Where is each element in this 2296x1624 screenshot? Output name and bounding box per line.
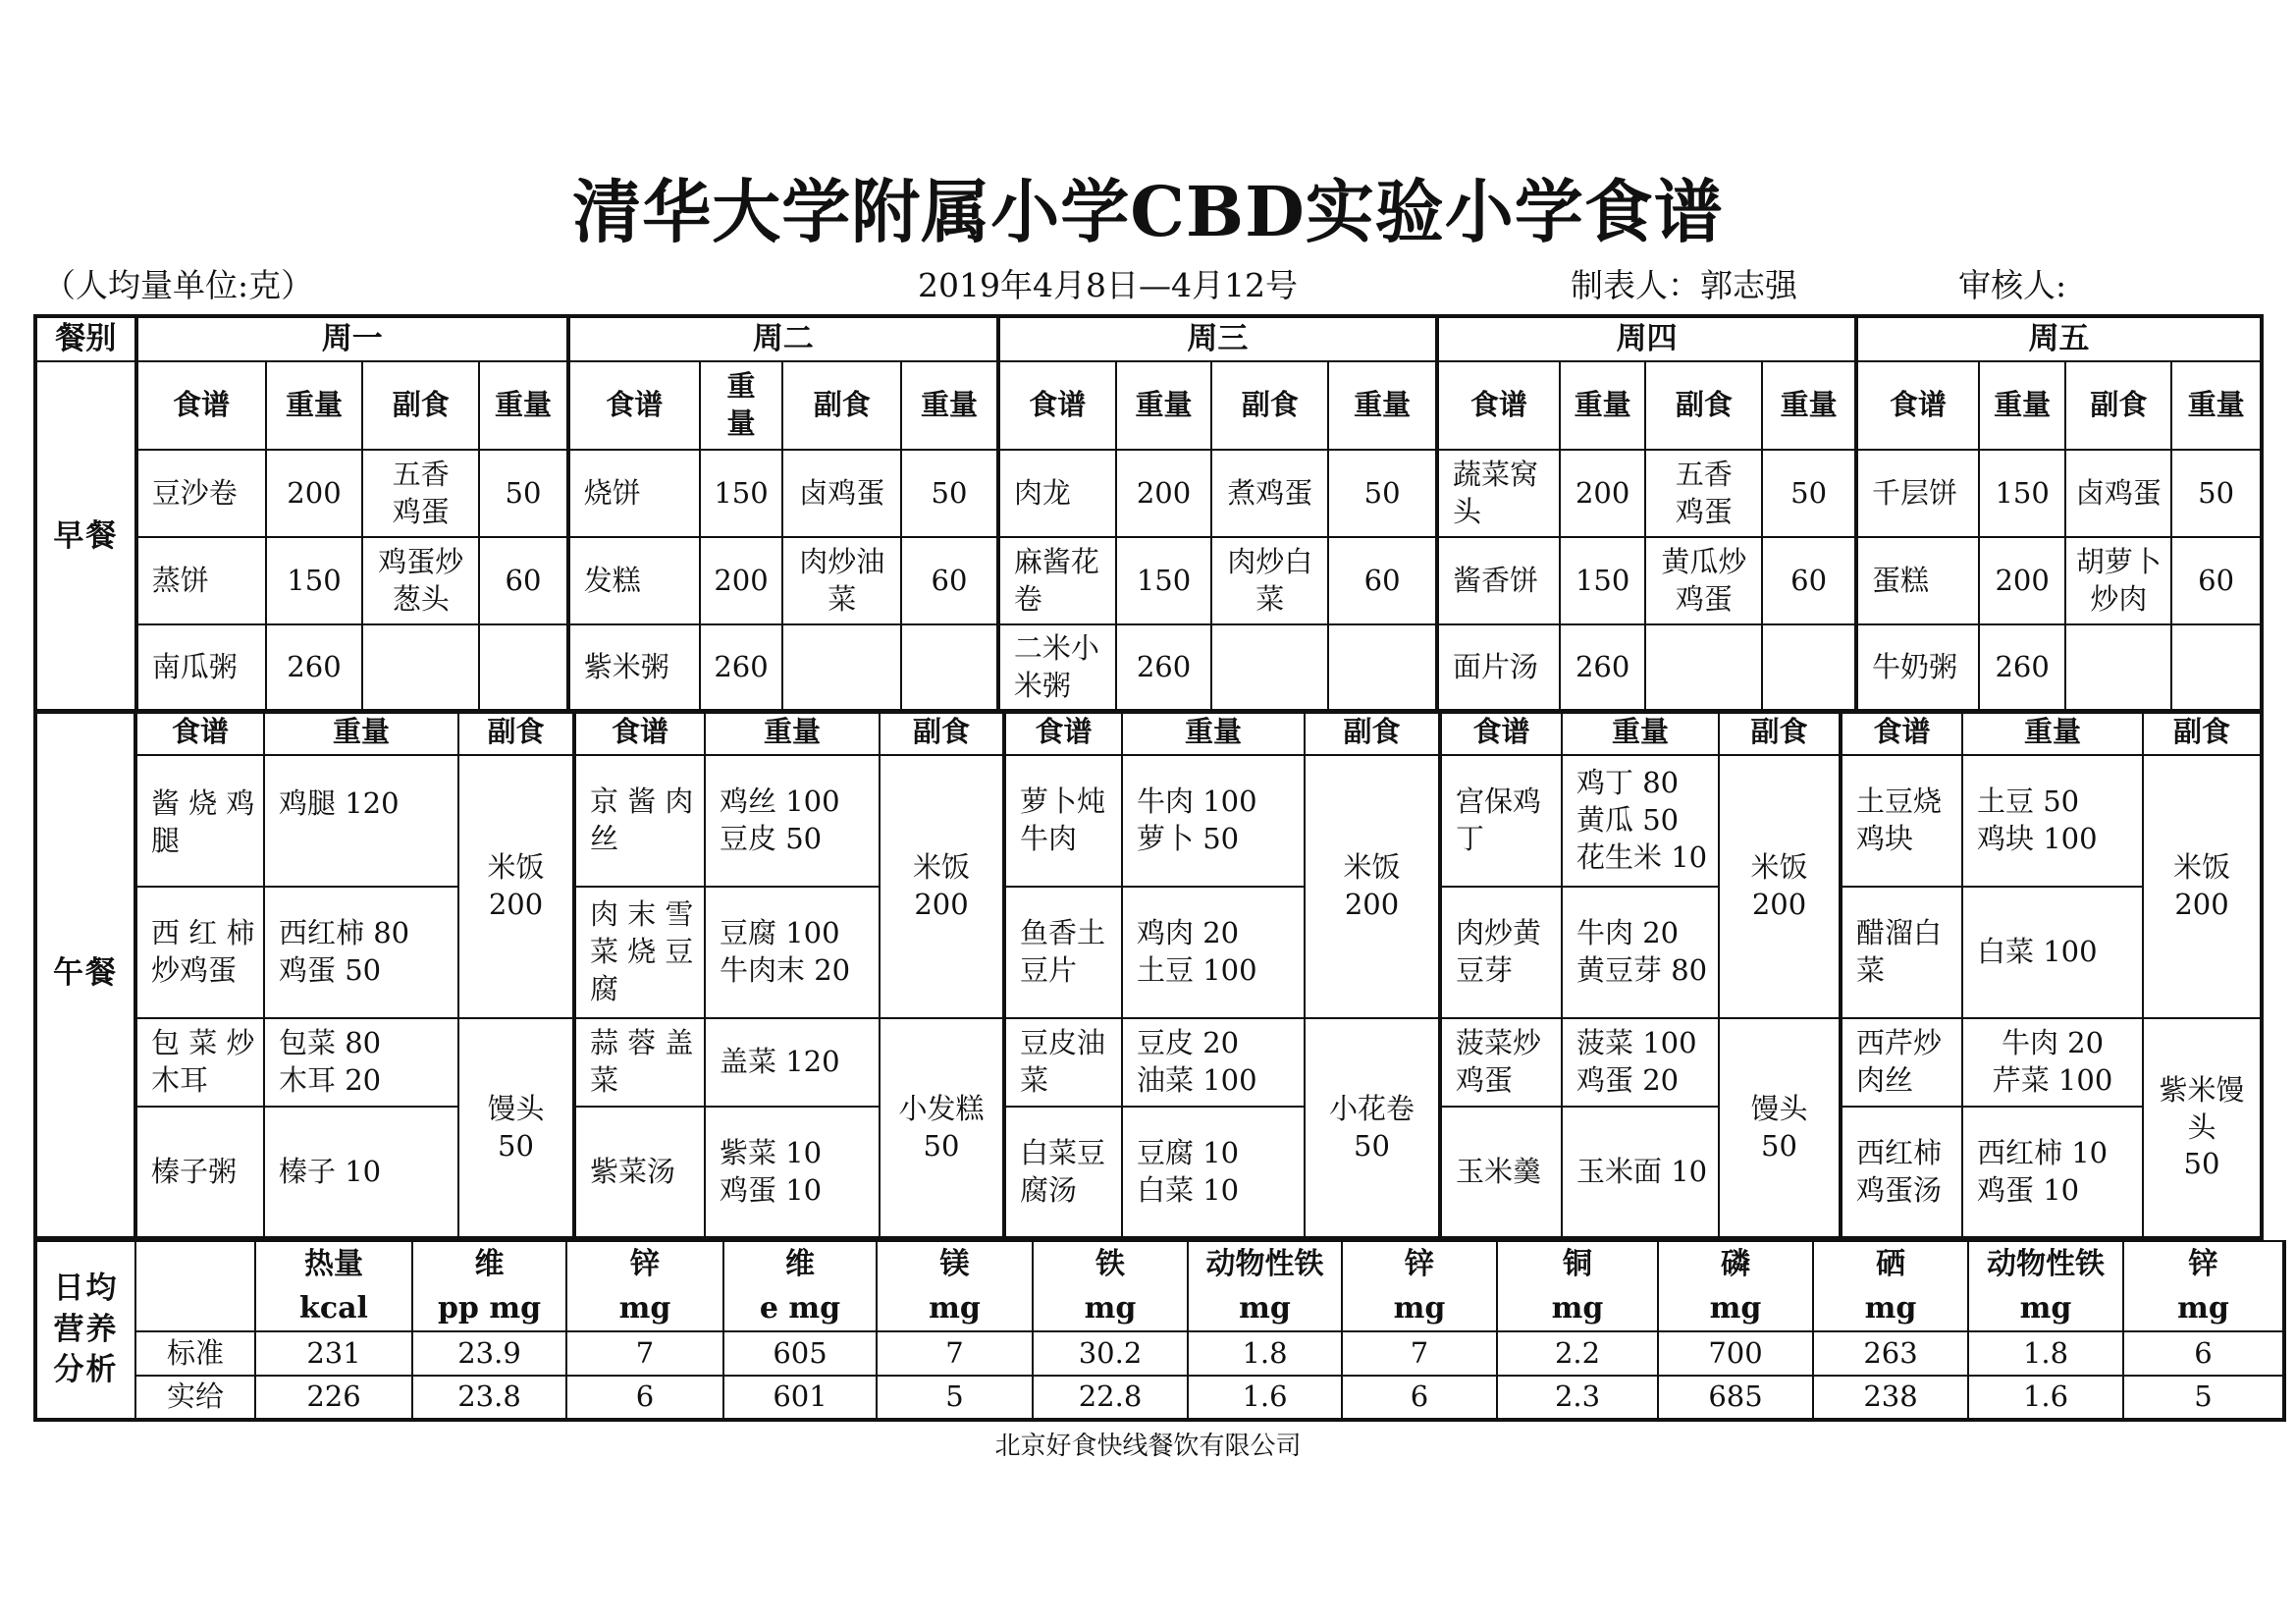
col-label: 重量 (266, 361, 363, 450)
lunch-ingredients: 豆腐 10 白菜 10 (1122, 1107, 1305, 1238)
nutrient-value: 263 (1813, 1331, 1968, 1376)
lunch-dish: 醋溜白 菜 (1841, 887, 1962, 1018)
nutrient-header: 维 e mg (723, 1241, 877, 1331)
nutrient-value: 238 (1813, 1376, 1968, 1420)
table-maker: 制表人：郭志强 (1571, 266, 1797, 304)
lunch-ingredients: 牛肉 100 萝卜 50 (1122, 755, 1305, 887)
breakfast-weight: 60 (479, 537, 568, 624)
lunch-ingredients: 包菜 80 木耳 20 (264, 1018, 458, 1107)
nutrient-value: 1.6 (1188, 1376, 1342, 1420)
breakfast-row (35, 624, 2262, 712)
col-label: 副食 (1211, 361, 1328, 450)
lunch-ingredients: 紫菜 10 鸡蛋 10 (705, 1107, 880, 1238)
lunch-staple: 米饭 200 (458, 755, 574, 1018)
breakfast-weight: 50 (1762, 450, 1856, 537)
lunch-dish: 鱼香土 豆片 (1004, 887, 1122, 1018)
day-header-thu: 周四 (1437, 316, 1856, 361)
breakfast-col-header-row (35, 361, 2262, 450)
lunch-staple: 紫米馒 头 50 (2143, 1018, 2262, 1238)
breakfast-dish: 紫米粥 (568, 624, 700, 712)
breakfast-weight: 50 (901, 450, 998, 537)
lunch-ingredients: 鸡丁 80 黄瓜 50 花生米 10 (1562, 755, 1719, 887)
lunch-dish: 西红柿 鸡蛋汤 (1841, 1107, 1962, 1238)
breakfast-side-dish: 五香 鸡蛋 (1645, 450, 1762, 537)
breakfast-weight: 50 (1328, 450, 1437, 537)
nutrient-value: 23.9 (412, 1331, 566, 1376)
breakfast-side-dish (1645, 624, 1762, 712)
col-label: 食谱 (574, 710, 705, 755)
nutrition-corner (135, 1241, 255, 1331)
lunch-ingredients: 榛子 10 (264, 1107, 458, 1238)
lunch-dish: 萝卜炖 牛肉 (1004, 755, 1122, 887)
col-label: 重量 (1762, 361, 1856, 450)
nutrient-value: 7 (566, 1331, 723, 1376)
breakfast-dish: 肉龙 (998, 450, 1116, 537)
breakfast-dish: 南瓜粥 (136, 624, 266, 712)
lunch-dish: 包 菜 炒 木耳 (135, 1018, 264, 1107)
nutrient-value: 2.2 (1497, 1331, 1658, 1376)
lunch-staple: 米饭 200 (2143, 755, 2262, 1018)
nutrient-value: 30.2 (1033, 1331, 1188, 1376)
nutrient-value: 601 (723, 1376, 877, 1420)
lunch-ingredients: 鸡腿 120 (264, 755, 458, 887)
nutrition-row-label: 标准 (135, 1331, 255, 1376)
nutrition-header-row (35, 1241, 2284, 1331)
nutrient-header: 磷 mg (1658, 1241, 1813, 1331)
breakfast-side-dish: 卤鸡蛋 (2065, 450, 2171, 537)
col-label: 副食 (2143, 710, 2262, 755)
breakfast-dish: 酱香饼 (1437, 537, 1560, 624)
col-label: 副食 (1305, 710, 1440, 755)
col-label: 重量 (1562, 710, 1719, 755)
lunch-staple: 小发糕 50 (880, 1018, 1004, 1238)
nutrient-value: 6 (2123, 1331, 2284, 1376)
nutrient-header: 维 pp mg (412, 1241, 566, 1331)
lunch-staple: 米饭 200 (880, 755, 1004, 1018)
nutrient-value: 685 (1658, 1376, 1813, 1420)
breakfast-weight (901, 624, 998, 712)
col-label: 重量 (264, 710, 458, 755)
col-label: 食谱 (1437, 361, 1560, 450)
lunch-ingredients: 白菜 100 (1962, 887, 2143, 1018)
nutrient-header: 锌 mg (1342, 1241, 1497, 1331)
breakfast-weight: 200 (700, 537, 783, 624)
col-label: 重量 (901, 361, 998, 450)
breakfast-side-dish: 肉炒白 菜 (1211, 537, 1328, 624)
col-label: 食谱 (1004, 710, 1122, 755)
lunch-ingredients: 牛肉 20 黄豆芽 80 (1562, 887, 1719, 1018)
col-label: 食谱 (1440, 710, 1562, 755)
day-header-wed: 周三 (998, 316, 1437, 361)
nutrition-label: 日均 营养 分析 (35, 1241, 135, 1420)
lunch-ingredients: 菠菜 100 鸡蛋 20 (1562, 1018, 1719, 1107)
breakfast-weight (1762, 624, 1856, 712)
company-footer: 北京好食快线餐饮有限公司 (994, 1432, 1302, 1461)
breakfast-dish: 蛋糕 (1856, 537, 1979, 624)
lunch-ingredients: 豆腐 100 牛肉末 20 (705, 887, 880, 1018)
day-header-mon: 周一 (136, 316, 568, 361)
lunch-ingredients: 牛肉 20 芹菜 100 (1962, 1018, 2143, 1107)
nutrient-header: 锌 mg (566, 1241, 723, 1331)
col-label: 重量 (1122, 710, 1305, 755)
nutrient-value: 605 (723, 1331, 877, 1376)
lunch-row (35, 1107, 2262, 1238)
breakfast-dish: 蔬菜窝 头 (1437, 450, 1560, 537)
nutrition-row-label: 实给 (135, 1376, 255, 1420)
breakfast-dish: 麻酱花 卷 (998, 537, 1116, 624)
lunch-ingredients: 土豆 50 鸡块 100 (1962, 755, 2143, 887)
table-reviewer: 审核人: (1958, 266, 2067, 304)
col-label: 重量 (2171, 361, 2262, 450)
menu-table-breakfast (33, 314, 2264, 714)
breakfast-dish: 牛奶粥 (1856, 624, 1979, 712)
lunch-staple: 馒头 50 (458, 1018, 574, 1238)
lunch-dish: 菠菜炒 鸡蛋 (1440, 1018, 1562, 1107)
nutrient-header: 硒 mg (1813, 1241, 1968, 1331)
lunch-ingredients: 西红柿 10 鸡蛋 10 (1962, 1107, 2143, 1238)
lunch-ingredients: 豆皮 20 油菜 100 (1122, 1018, 1305, 1107)
lunch-dish: 肉炒黄 豆芽 (1440, 887, 1562, 1018)
lunch-col-header-row (35, 710, 2262, 755)
unit-note: （人均量单位:克） (43, 266, 314, 304)
breakfast-weight: 200 (1116, 450, 1212, 537)
col-label: 食谱 (1856, 361, 1979, 450)
col-label: 副食 (1719, 710, 1841, 755)
lunch-row (35, 755, 2262, 887)
breakfast-side-dish: 肉炒油 菜 (782, 537, 901, 624)
lunch-dish: 紫菜汤 (574, 1107, 705, 1238)
day-header-fri: 周五 (1856, 316, 2262, 361)
nutrition-row (35, 1376, 2284, 1420)
nutrient-value: 7 (877, 1331, 1033, 1376)
nutrient-value: 1.6 (1968, 1376, 2123, 1420)
breakfast-weight: 150 (700, 450, 783, 537)
breakfast-side-dish (2065, 624, 2171, 712)
col-label: 食谱 (568, 361, 700, 450)
menu-table-lunch (33, 709, 2264, 1240)
breakfast-row (35, 450, 2262, 537)
lunch-dish: 西芹炒 肉丝 (1841, 1018, 1962, 1107)
lunch-dish: 榛子粥 (135, 1107, 264, 1238)
nutrient-value: 7 (1342, 1331, 1497, 1376)
col-label: 副食 (782, 361, 901, 450)
breakfast-weight: 50 (2171, 450, 2262, 537)
col-label: 重量 (1116, 361, 1212, 450)
nutrient-value: 23.8 (412, 1376, 566, 1420)
nutrient-header: 动物性铁 mg (1188, 1241, 1342, 1331)
breakfast-weight: 200 (266, 450, 363, 537)
col-label: 副食 (2065, 361, 2171, 450)
breakfast-weight (479, 624, 568, 712)
col-label: 食谱 (1841, 710, 1962, 755)
nutrient-value: 226 (255, 1376, 412, 1420)
col-label: 副食 (458, 710, 574, 755)
lunch-ingredients: 玉米面 10 (1562, 1107, 1719, 1238)
col-label: 重量 (479, 361, 568, 450)
nutrient-value: 700 (1658, 1331, 1813, 1376)
breakfast-side-dish: 胡萝卜 炒肉 (2065, 537, 2171, 624)
lunch-dish: 玉米羹 (1440, 1107, 1562, 1238)
nutrient-value: 6 (566, 1376, 723, 1420)
lunch-staple: 米饭 200 (1305, 755, 1440, 1018)
lunch-label: 午餐 (35, 710, 135, 1238)
col-label: 重量 (1328, 361, 1437, 450)
breakfast-weight: 200 (1560, 450, 1646, 537)
col-label: 重 量 (700, 361, 783, 450)
breakfast-side-dish: 卤鸡蛋 (782, 450, 901, 537)
breakfast-dish: 面片汤 (1437, 624, 1560, 712)
nutrient-header: 铜 mg (1497, 1241, 1658, 1331)
breakfast-dish: 烧饼 (568, 450, 700, 537)
nutrient-value: 22.8 (1033, 1376, 1188, 1420)
breakfast-weight: 150 (1116, 537, 1212, 624)
nutrient-header: 锌 mg (2123, 1241, 2284, 1331)
breakfast-weight: 60 (2171, 537, 2262, 624)
breakfast-side-dish: 五香 鸡蛋 (362, 450, 479, 537)
breakfast-weight (2171, 624, 2262, 712)
breakfast-weight: 260 (700, 624, 783, 712)
col-label: 重量 (1962, 710, 2143, 755)
lunch-ingredients: 鸡肉 20 土豆 100 (1122, 887, 1305, 1018)
date-range: 2019年4月8日—4月12号 (918, 266, 1298, 304)
nutrient-value: 231 (255, 1331, 412, 1376)
day-header-tue: 周二 (568, 316, 998, 361)
lunch-dish: 肉 末 雪 菜 烧 豆 腐 (574, 887, 705, 1018)
nutrient-value: 1.8 (1968, 1331, 2123, 1376)
nutrient-header: 热量 kcal (255, 1241, 412, 1331)
breakfast-weight: 260 (1116, 624, 1212, 712)
nutrient-value: 5 (877, 1376, 1033, 1420)
col-label: 食谱 (998, 361, 1116, 450)
breakfast-weight: 60 (1762, 537, 1856, 624)
lunch-dish: 京 酱 肉 丝 (574, 755, 705, 887)
breakfast-weight: 150 (1560, 537, 1646, 624)
breakfast-weight: 50 (479, 450, 568, 537)
lunch-staple: 米饭 200 (1719, 755, 1841, 1018)
col-label: 副食 (362, 361, 479, 450)
col-label: 重量 (1560, 361, 1646, 450)
lunch-dish: 酱 烧 鸡 腿 (135, 755, 264, 887)
lunch-dish: 西 红 柿 炒鸡蛋 (135, 887, 264, 1018)
lunch-ingredients: 西红柿 80 鸡蛋 50 (264, 887, 458, 1018)
col-label: 重量 (1979, 361, 2066, 450)
page-title: 清华大学附属小学CBD实验小学食谱 (572, 171, 1724, 252)
meal-type-header: 餐别 (35, 316, 136, 361)
breakfast-weight (1328, 624, 1437, 712)
lunch-dish: 蒜 蓉 盖 菜 (574, 1018, 705, 1107)
lunch-dish: 宫保鸡 丁 (1440, 755, 1562, 887)
breakfast-dish: 二米小 米粥 (998, 624, 1116, 712)
nutrient-header: 动物性铁 mg (1968, 1241, 2123, 1331)
lunch-staple: 小花卷 50 (1305, 1018, 1440, 1238)
breakfast-weight: 150 (1979, 450, 2066, 537)
breakfast-label: 早餐 (35, 361, 136, 712)
lunch-staple: 馒头 50 (1719, 1018, 1841, 1238)
lunch-row (35, 887, 2262, 1018)
lunch-dish: 豆皮油 菜 (1004, 1018, 1122, 1107)
breakfast-weight: 60 (901, 537, 998, 624)
nutrient-header: 铁 mg (1033, 1241, 1188, 1331)
breakfast-weight: 150 (266, 537, 363, 624)
breakfast-side-dish: 鸡蛋炒 葱头 (362, 537, 479, 624)
col-label: 副食 (880, 710, 1004, 755)
breakfast-weight: 200 (1979, 537, 2066, 624)
col-label: 重量 (705, 710, 880, 755)
col-label: 食谱 (135, 710, 264, 755)
nutrient-value: 5 (2123, 1376, 2284, 1420)
breakfast-side-dish (1211, 624, 1328, 712)
breakfast-row (35, 537, 2262, 624)
breakfast-weight: 260 (266, 624, 363, 712)
lunch-dish: 土豆烧 鸡块 (1841, 755, 1962, 887)
lunch-ingredients: 盖菜 120 (705, 1018, 880, 1107)
lunch-row (35, 1018, 2262, 1107)
breakfast-weight: 60 (1328, 537, 1437, 624)
breakfast-dish: 豆沙卷 (136, 450, 266, 537)
lunch-dish: 白菜豆 腐汤 (1004, 1107, 1122, 1238)
breakfast-dish: 千层饼 (1856, 450, 1979, 537)
breakfast-side-dish: 黄瓜炒 鸡蛋 (1645, 537, 1762, 624)
nutrition-row (35, 1331, 2284, 1376)
breakfast-side-dish (362, 624, 479, 712)
nutrient-value: 2.3 (1497, 1376, 1658, 1420)
nutrient-value: 6 (1342, 1376, 1497, 1420)
breakfast-dish: 发糕 (568, 537, 700, 624)
nutrient-header: 镁 mg (877, 1241, 1033, 1331)
lunch-ingredients: 鸡丝 100 豆皮 50 (705, 755, 880, 887)
col-label: 副食 (1645, 361, 1762, 450)
breakfast-weight: 260 (1560, 624, 1646, 712)
breakfast-dish: 蒸饼 (136, 537, 266, 624)
breakfast-weight: 260 (1979, 624, 2066, 712)
breakfast-side-dish: 煮鸡蛋 (1211, 450, 1328, 537)
nutrient-value: 1.8 (1188, 1331, 1342, 1376)
nutrition-table (33, 1240, 2286, 1422)
col-label: 食谱 (136, 361, 266, 450)
breakfast-side-dish (782, 624, 901, 712)
day-header-row (35, 316, 2262, 361)
